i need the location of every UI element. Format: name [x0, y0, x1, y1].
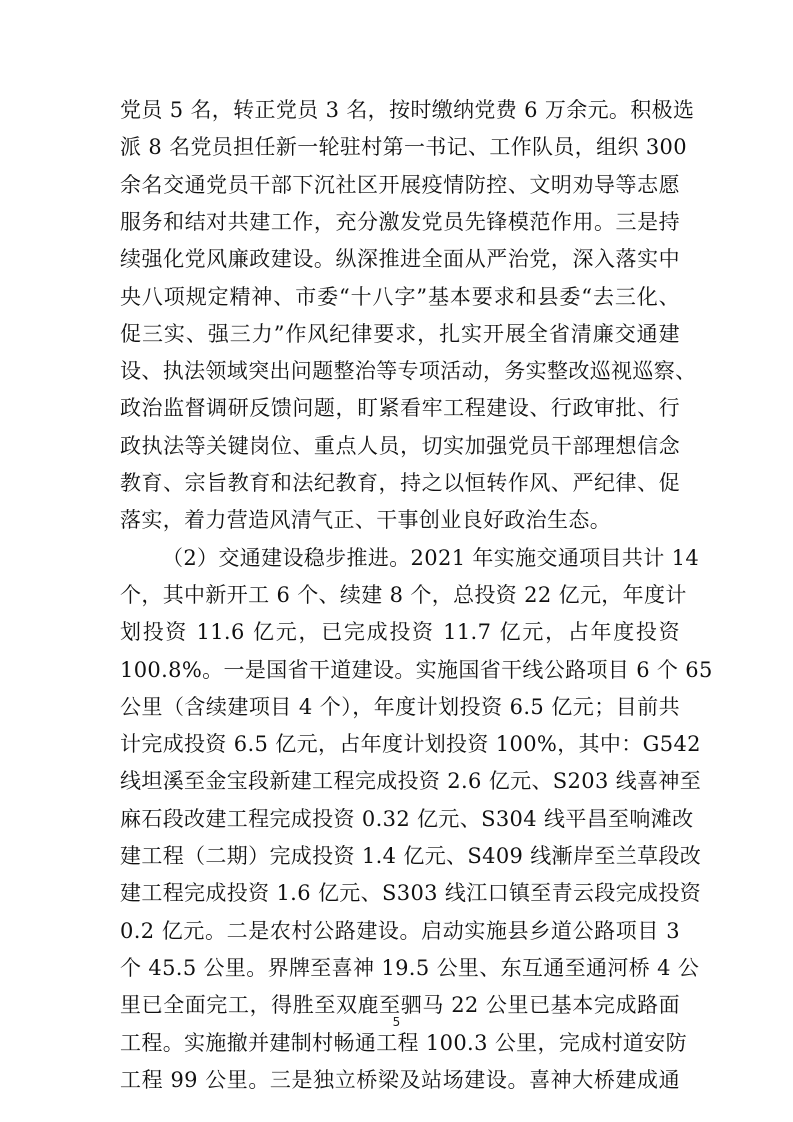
body-text-line: 工程 99 公里。三是独立桥梁及站场建设。喜神大桥建成通: [120, 1068, 680, 1092]
paragraph-last-line: 落实，着力营造风清气正、干事创业良好政治生态。: [120, 508, 612, 532]
body-text-line: 里已全面完工，得胜至双鹿至驷马 22 公里已基本完成路面: [120, 993, 680, 1017]
body-text-line: 麻石段改建工程完成投资 0.32 亿元、S304 线平昌至响滩改: [120, 807, 694, 831]
body-text-line: 建工程完成投资 1.6 亿元、S303 线江口镇至青云段完成投资: [120, 881, 702, 905]
body-text-line: 央八项规定精神、市委“十八字”基本要求和县委“去三化、: [120, 285, 680, 309]
body-text-line: 党员 5 名，转正党员 3 名，按时缴纳党费 6 万余元。积极选: [120, 98, 695, 122]
body-text-line: 派 8 名党员担任新一轮驻村第一书记、工作队员，组织 300: [120, 135, 687, 159]
body-text-line: 计完成投资 6.5 亿元，占年度计划投资 100%，其中：G542: [120, 732, 701, 756]
body-text-line: 100.8%。一是国省干道建设。实施国省干线公路项目 6 个 65: [120, 658, 713, 682]
body-text-line: 教育、宗旨教育和法纪教育，持之以恒转作风、严纪律、促: [120, 471, 680, 495]
page-number: 5: [392, 1015, 401, 1029]
body-text-line: 续强化党风廉政建设。纵深推进全面从严治党，深入落实中: [120, 247, 680, 271]
body-text-line: 余名交通党员干部下沉社区开展疫情防控、文明劝导等志愿: [120, 173, 680, 197]
body-text-line: 建工程（二期）完成投资 1.4 亿元、S409 线漸岸至兰草段改: [120, 844, 702, 868]
body-text-line: 划投资 11.6 亿元，已完成投资 11.7 亿元，占年度投资: [120, 620, 680, 644]
body-text-line: 个，其中新开工 6 个、续建 8 个，总投资 22 亿元，年度计: [120, 583, 687, 607]
body-text-line: 政治监督调研反馈问题，盯紧看牢工程建设、行政审批、行: [120, 396, 680, 420]
body-text-line: 政执法等关键岗位、重点人员，切实加强党员干部理想信念: [120, 434, 680, 458]
body-text-line: 线坦溪至金宝段新建工程完成投资 2.6 亿元、S203 线喜神至: [120, 769, 702, 793]
body-text-line: 工程。实施撤并建制村畅通工程 100.3 公里，完成村道安防: [120, 1031, 687, 1055]
body-text-line: 0.2 亿元。二是农村公路建设。启动实施县乡道公路项目 3: [120, 919, 680, 943]
body-text-line: 个 45.5 公里。界牌至喜神 19.5 公里、东互通至通河桥 4 公: [120, 956, 700, 980]
body-text-line: 服务和结对共建工作，充分激发党员先锋模范作用。三是持: [120, 210, 680, 234]
body-text-line: 促三实、强三力”作风纪律要求，扎实开展全省清廉交通建: [120, 322, 680, 346]
section-heading-line: （2）交通建设稳步推进。2021 年实施交通项目共计 14: [162, 546, 700, 570]
body-text-line: 公里（含续建项目 4 个），年度计划投资 6.5 亿元；目前共: [120, 695, 680, 719]
body-text-line: 设、执法领域突出问题整治等专项活动，务实整改巡视巡察、: [120, 359, 697, 383]
